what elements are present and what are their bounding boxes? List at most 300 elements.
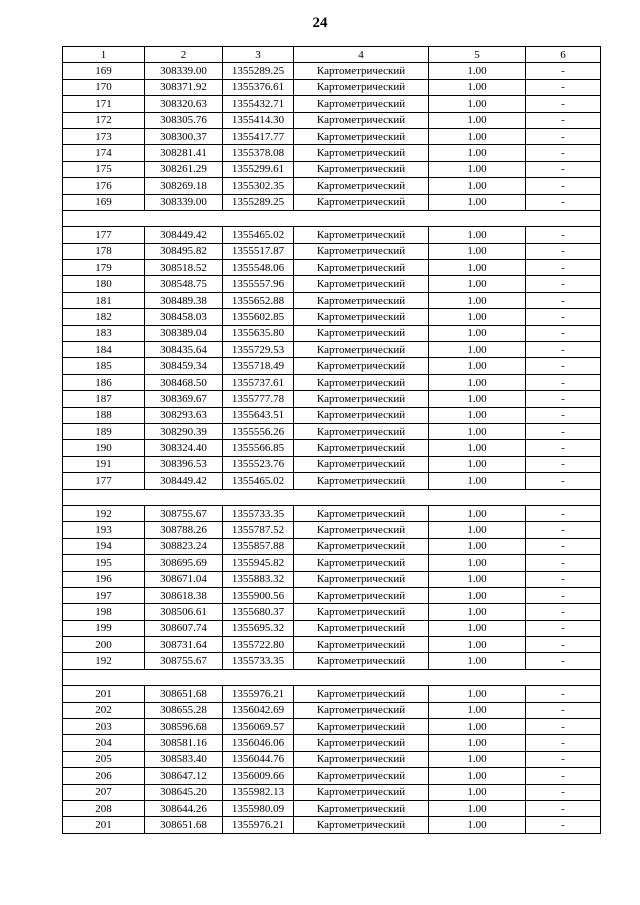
x-coordinate-cell: 308583.40 [145,751,223,767]
accuracy-cell: 1.00 [429,243,526,259]
point-number-cell: 182 [63,309,145,325]
y-coordinate-cell: 1355980.09 [223,800,294,816]
x-coordinate-cell: 308618.38 [145,587,223,603]
table-row [63,555,601,571]
accuracy-cell: 1.00 [429,161,526,177]
x-coordinate-cell: 308449.42 [145,473,223,489]
method-cell: Картометрический [294,243,429,259]
method-cell: Картометрический [294,112,429,128]
y-coordinate-cell: 1355976.21 [223,817,294,833]
method-cell: Картометрический [294,374,429,390]
description-cell: - [526,784,601,800]
description-cell: - [526,128,601,144]
description-cell: - [526,538,601,554]
x-coordinate-cell: 308495.82 [145,243,223,259]
x-coordinate-cell: 308518.52 [145,260,223,276]
accuracy-cell: 1.00 [429,768,526,784]
point-number-cell: 175 [63,161,145,177]
method-cell: Картометрический [294,817,429,833]
point-number-cell: 202 [63,702,145,718]
x-coordinate-cell: 308339.00 [145,194,223,210]
table-row [63,473,601,489]
table-row [63,194,601,210]
accuracy-cell: 1.00 [429,374,526,390]
method-cell: Картометрический [294,79,429,95]
method-cell: Картометрический [294,587,429,603]
method-cell: Картометрический [294,96,429,112]
description-cell: - [526,112,601,128]
method-cell: Картометрический [294,800,429,816]
description-cell: - [526,768,601,784]
point-number-cell: 178 [63,243,145,259]
accuracy-cell: 1.00 [429,112,526,128]
description-cell: - [526,751,601,767]
point-number-cell: 189 [63,423,145,439]
description-cell: - [526,587,601,603]
y-coordinate-cell: 1355556.26 [223,423,294,439]
method-cell: Картометрический [294,260,429,276]
table-row [63,96,601,112]
x-coordinate-cell: 308651.68 [145,817,223,833]
column-header: 5 [429,47,526,63]
y-coordinate-cell: 1355299.61 [223,161,294,177]
point-number-cell: 207 [63,784,145,800]
point-number-cell: 196 [63,571,145,587]
y-coordinate-cell: 1355718.49 [223,358,294,374]
table-body [63,63,601,833]
point-number-cell: 193 [63,522,145,538]
y-coordinate-cell: 1355602.85 [223,309,294,325]
accuracy-cell: 1.00 [429,407,526,423]
method-cell: Картометрический [294,391,429,407]
y-coordinate-cell: 1355680.37 [223,604,294,620]
method-cell: Картометрический [294,702,429,718]
y-coordinate-cell: 1355737.61 [223,374,294,390]
description-cell: - [526,260,601,276]
y-coordinate-cell: 1355635.80 [223,325,294,341]
x-coordinate-cell: 308458.03 [145,309,223,325]
method-cell: Картометрический [294,555,429,571]
y-coordinate-cell: 1355432.71 [223,96,294,112]
point-number-cell: 176 [63,178,145,194]
accuracy-cell: 1.00 [429,128,526,144]
accuracy-cell: 1.00 [429,735,526,751]
table-row [63,112,601,128]
description-cell: - [526,620,601,636]
accuracy-cell: 1.00 [429,637,526,653]
x-coordinate-cell: 308596.68 [145,719,223,735]
point-number-cell: 208 [63,800,145,816]
method-cell: Картометрический [294,522,429,538]
y-coordinate-cell: 1355376.61 [223,79,294,95]
accuracy-cell: 1.00 [429,145,526,161]
y-coordinate-cell: 1355976.21 [223,686,294,702]
point-number-cell: 185 [63,358,145,374]
description-cell: - [526,374,601,390]
method-cell: Картометрический [294,325,429,341]
method-cell: Картометрический [294,473,429,489]
x-coordinate-cell: 308651.68 [145,686,223,702]
separator-cell [63,210,601,226]
accuracy-cell: 1.00 [429,800,526,816]
y-coordinate-cell: 1355289.25 [223,194,294,210]
y-coordinate-cell: 1355302.35 [223,178,294,194]
table-row [63,79,601,95]
description-cell: - [526,63,601,79]
x-coordinate-cell: 308369.67 [145,391,223,407]
table-row [63,440,601,456]
point-number-cell: 169 [63,194,145,210]
table-row [63,571,601,587]
point-number-cell: 177 [63,227,145,243]
y-coordinate-cell: 1355465.02 [223,227,294,243]
y-coordinate-cell: 1355414.30 [223,112,294,128]
x-coordinate-cell: 308468.50 [145,374,223,390]
description-cell: - [526,309,601,325]
description-cell: - [526,161,601,177]
column-header: 3 [223,47,294,63]
x-coordinate-cell: 308645.20 [145,784,223,800]
accuracy-cell: 1.00 [429,587,526,603]
description-cell: - [526,96,601,112]
accuracy-cell: 1.00 [429,440,526,456]
x-coordinate-cell: 308290.39 [145,423,223,439]
point-number-cell: 198 [63,604,145,620]
point-number-cell: 190 [63,440,145,456]
x-coordinate-cell: 308261.29 [145,161,223,177]
x-coordinate-cell: 308823.24 [145,538,223,554]
x-coordinate-cell: 308305.76 [145,112,223,128]
table-row [63,243,601,259]
point-number-cell: 181 [63,292,145,308]
x-coordinate-cell: 308449.42 [145,227,223,243]
table-row [63,145,601,161]
y-coordinate-cell: 1355695.32 [223,620,294,636]
description-cell: - [526,145,601,161]
x-coordinate-cell: 308731.64 [145,637,223,653]
y-coordinate-cell: 1355722.80 [223,637,294,653]
y-coordinate-cell: 1356009.66 [223,768,294,784]
x-coordinate-cell: 308320.63 [145,96,223,112]
x-coordinate-cell: 308269.18 [145,178,223,194]
description-cell: - [526,473,601,489]
x-coordinate-cell: 308695.69 [145,555,223,571]
method-cell: Картометрический [294,784,429,800]
description-cell: - [526,719,601,735]
point-number-cell: 187 [63,391,145,407]
accuracy-cell: 1.00 [429,538,526,554]
point-number-cell: 179 [63,260,145,276]
x-coordinate-cell: 308371.92 [145,79,223,95]
coordinates-table [62,46,601,834]
point-number-cell: 173 [63,128,145,144]
y-coordinate-cell: 1355548.06 [223,260,294,276]
point-number-cell: 192 [63,653,145,669]
description-cell: - [526,194,601,210]
table-row [63,505,601,521]
x-coordinate-cell: 308581.16 [145,735,223,751]
point-number-cell: 184 [63,342,145,358]
point-number-cell: 177 [63,473,145,489]
point-number-cell: 203 [63,719,145,735]
method-cell: Картометрический [294,735,429,751]
table-row [63,276,601,292]
accuracy-cell: 1.00 [429,79,526,95]
accuracy-cell: 1.00 [429,178,526,194]
accuracy-cell: 1.00 [429,260,526,276]
table-row [63,292,601,308]
x-coordinate-cell: 308647.12 [145,768,223,784]
description-cell: - [526,178,601,194]
page-number: 24 [312,15,328,31]
y-coordinate-cell: 1356042.69 [223,702,294,718]
method-cell: Картометрический [294,178,429,194]
method-cell: Картометрический [294,751,429,767]
table-row [63,522,601,538]
accuracy-cell: 1.00 [429,505,526,521]
x-coordinate-cell: 308300.37 [145,128,223,144]
y-coordinate-cell: 1355378.08 [223,145,294,161]
accuracy-cell: 1.00 [429,604,526,620]
method-cell: Картометрический [294,292,429,308]
table-row [63,686,601,702]
point-number-cell: 186 [63,374,145,390]
description-cell: - [526,227,601,243]
accuracy-cell: 1.00 [429,686,526,702]
table-row [63,735,601,751]
table-row [63,719,601,735]
method-cell: Картометрический [294,227,429,243]
y-coordinate-cell: 1355982.13 [223,784,294,800]
accuracy-cell: 1.00 [429,522,526,538]
table-row [63,817,601,833]
point-number-cell: 195 [63,555,145,571]
y-coordinate-cell: 1356044.76 [223,751,294,767]
description-cell: - [526,555,601,571]
method-cell: Картометрический [294,538,429,554]
description-cell: - [526,505,601,521]
point-number-cell: 171 [63,96,145,112]
point-number-cell: 199 [63,620,145,636]
accuracy-cell: 1.00 [429,620,526,636]
y-coordinate-cell: 1355733.35 [223,653,294,669]
method-cell: Картометрический [294,637,429,653]
y-coordinate-cell: 1355945.82 [223,555,294,571]
accuracy-cell: 1.00 [429,751,526,767]
x-coordinate-cell: 308435.64 [145,342,223,358]
description-cell: - [526,702,601,718]
separator-row [63,489,601,505]
y-coordinate-cell: 1355857.88 [223,538,294,554]
accuracy-cell: 1.00 [429,325,526,341]
method-cell: Картометрический [294,128,429,144]
method-cell: Картометрический [294,719,429,735]
x-coordinate-cell: 308339.00 [145,63,223,79]
table-row [63,587,601,603]
table-row [63,325,601,341]
method-cell: Картометрический [294,309,429,325]
table-row [63,751,601,767]
table-row [63,620,601,636]
method-cell: Картометрический [294,145,429,161]
table-row [63,768,601,784]
point-number-cell: 183 [63,325,145,341]
accuracy-cell: 1.00 [429,784,526,800]
column-header: 1 [63,47,145,63]
table-row [63,227,601,243]
x-coordinate-cell: 308607.74 [145,620,223,636]
description-cell: - [526,440,601,456]
table-row [63,161,601,177]
x-coordinate-cell: 308671.04 [145,571,223,587]
separator-row [63,210,601,226]
description-cell: - [526,522,601,538]
description-cell: - [526,243,601,259]
x-coordinate-cell: 308459.34 [145,358,223,374]
accuracy-cell: 1.00 [429,96,526,112]
x-coordinate-cell: 308396.53 [145,456,223,472]
x-coordinate-cell: 308655.28 [145,702,223,718]
description-cell: - [526,637,601,653]
y-coordinate-cell: 1355465.02 [223,473,294,489]
point-number-cell: 170 [63,79,145,95]
table-row [63,637,601,653]
accuracy-cell: 1.00 [429,456,526,472]
y-coordinate-cell: 1355733.35 [223,505,294,521]
column-header: 4 [294,47,429,63]
y-coordinate-cell: 1355900.56 [223,587,294,603]
point-number-cell: 201 [63,817,145,833]
point-number-cell: 205 [63,751,145,767]
description-cell: - [526,358,601,374]
table-row [63,407,601,423]
y-coordinate-cell: 1355652.88 [223,292,294,308]
description-cell: - [526,686,601,702]
table-row [63,342,601,358]
description-cell: - [526,407,601,423]
table-row [63,800,601,816]
table-row [63,538,601,554]
description-cell: - [526,817,601,833]
x-coordinate-cell: 308755.67 [145,653,223,669]
accuracy-cell: 1.00 [429,358,526,374]
accuracy-cell: 1.00 [429,342,526,358]
point-number-cell: 206 [63,768,145,784]
table-row [63,358,601,374]
y-coordinate-cell: 1355566.85 [223,440,294,456]
description-cell: - [526,653,601,669]
point-number-cell: 192 [63,505,145,521]
method-cell: Картометрический [294,161,429,177]
table-header-row [63,47,601,63]
table-row [63,604,601,620]
method-cell: Картометрический [294,456,429,472]
accuracy-cell: 1.00 [429,227,526,243]
table-row [63,309,601,325]
method-cell: Картометрический [294,620,429,636]
method-cell: Картометрический [294,571,429,587]
description-cell: - [526,342,601,358]
point-number-cell: 169 [63,63,145,79]
x-coordinate-cell: 308324.40 [145,440,223,456]
accuracy-cell: 1.00 [429,276,526,292]
point-number-cell: 194 [63,538,145,554]
x-coordinate-cell: 308644.26 [145,800,223,816]
table-row [63,391,601,407]
description-cell: - [526,604,601,620]
x-coordinate-cell: 308281.41 [145,145,223,161]
table-row [63,784,601,800]
accuracy-cell: 1.00 [429,63,526,79]
point-number-cell: 204 [63,735,145,751]
column-header: 6 [526,47,601,63]
description-cell: - [526,800,601,816]
description-cell: - [526,456,601,472]
description-cell: - [526,391,601,407]
method-cell: Картометрический [294,653,429,669]
y-coordinate-cell: 1355643.51 [223,407,294,423]
point-number-cell: 172 [63,112,145,128]
x-coordinate-cell: 308548.75 [145,276,223,292]
table-row [63,653,601,669]
point-number-cell: 197 [63,587,145,603]
y-coordinate-cell: 1355523.76 [223,456,294,472]
y-coordinate-cell: 1355289.25 [223,63,294,79]
method-cell: Картометрический [294,407,429,423]
y-coordinate-cell: 1355557.96 [223,276,294,292]
y-coordinate-cell: 1356069.57 [223,719,294,735]
point-number-cell: 180 [63,276,145,292]
separator-cell [63,489,601,505]
accuracy-cell: 1.00 [429,292,526,308]
point-number-cell: 174 [63,145,145,161]
point-number-cell: 188 [63,407,145,423]
y-coordinate-cell: 1356046.06 [223,735,294,751]
accuracy-cell: 1.00 [429,817,526,833]
method-cell: Картометрический [294,768,429,784]
y-coordinate-cell: 1355883.32 [223,571,294,587]
method-cell: Картометрический [294,342,429,358]
table-row [63,702,601,718]
point-number-cell: 201 [63,686,145,702]
table-row [63,374,601,390]
method-cell: Картометрический [294,63,429,79]
x-coordinate-cell: 308788.26 [145,522,223,538]
accuracy-cell: 1.00 [429,194,526,210]
accuracy-cell: 1.00 [429,391,526,407]
x-coordinate-cell: 308389.04 [145,325,223,341]
method-cell: Картометрический [294,686,429,702]
description-cell: - [526,276,601,292]
y-coordinate-cell: 1355729.53 [223,342,294,358]
accuracy-cell: 1.00 [429,473,526,489]
x-coordinate-cell: 308755.67 [145,505,223,521]
separator-row [63,669,601,685]
table-row [63,260,601,276]
method-cell: Картометрический [294,423,429,439]
table-row [63,63,601,79]
description-cell: - [526,423,601,439]
point-number-cell: 191 [63,456,145,472]
point-number-cell: 200 [63,637,145,653]
description-cell: - [526,735,601,751]
x-coordinate-cell: 308489.38 [145,292,223,308]
accuracy-cell: 1.00 [429,702,526,718]
accuracy-cell: 1.00 [429,653,526,669]
accuracy-cell: 1.00 [429,719,526,735]
description-cell: - [526,292,601,308]
y-coordinate-cell: 1355417.77 [223,128,294,144]
